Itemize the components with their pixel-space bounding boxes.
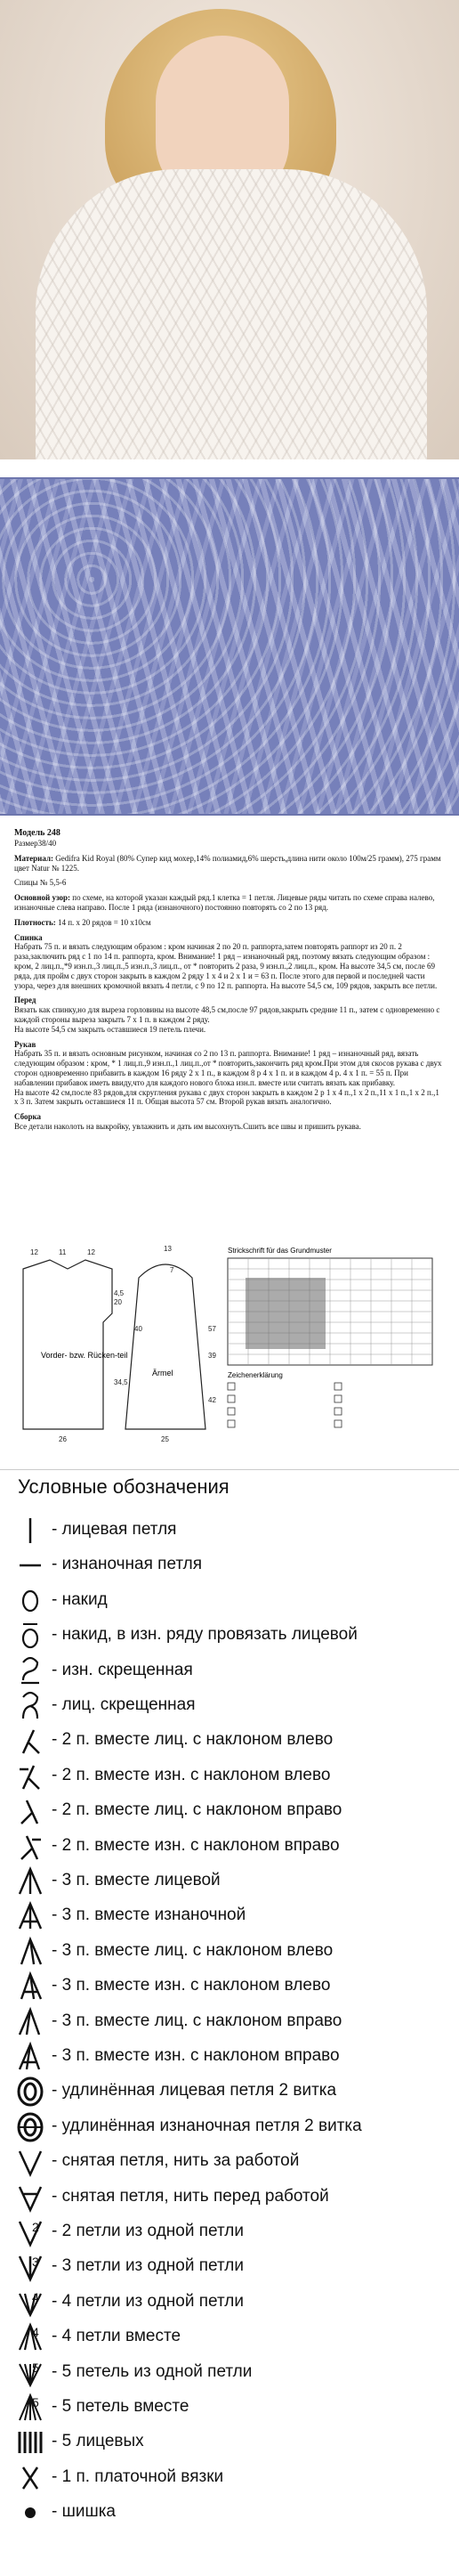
- legend-row: [0, 1585, 459, 1617]
- p3tog-left-icon: [12, 1971, 48, 2003]
- dim-8: 7: [170, 1266, 174, 1274]
- legend-label: - 2 петли из одной петли: [52, 2222, 244, 2240]
- legend-label: - удлинённая лицевая петля 2 витка: [52, 2081, 337, 2101]
- legend-label: - 2 п. вместе лиц. с наклоном влево: [52, 1730, 334, 1750]
- legend-label: - 1 п. платочной вязки: [52, 2466, 224, 2486]
- four-together-icon: [12, 2321, 48, 2353]
- dim-6: 34,5: [114, 1378, 128, 1386]
- knit-stitch-icon: [12, 1515, 48, 1547]
- dim-3: 12: [87, 1248, 95, 1256]
- sleeve-paragraph-2: На высоте 42 см,после 83 рядов,для скругления рукава с двух сторон закрыть в каждом 2 р 1 x 4 п.,1 x 2 п.,11 x 1 п.,1 x 2 п.,1 x 3 п. Затем закрыть оставшиеся 11 п. Общая высота 57 см. Второй рукав вязать аналогично.: [14, 1087, 439, 1107]
- legend-row: [0, 1549, 459, 1581]
- legend-caption: Zeichenerklärung: [228, 1371, 283, 1379]
- k2tog-right-icon: [12, 1795, 48, 1827]
- legend-label: - 4 петли из одной петли: [52, 2291, 244, 2311]
- legend-label: - 3 п. вместе изнаночной: [52, 1906, 246, 1925]
- slip-back-icon: [12, 2146, 48, 2178]
- legend-row: [0, 2182, 459, 2214]
- dim-12: 57: [208, 1325, 216, 1333]
- dim-2: 11: [59, 1248, 67, 1256]
- purl-twisted-icon: [12, 1655, 48, 1687]
- legend-row: [0, 2357, 459, 2389]
- p3tog-right-icon: [12, 2041, 48, 2073]
- k3tog-right-icon: [12, 2006, 48, 2038]
- legend-row: [0, 1795, 459, 1827]
- stitch-count-number: 5: [32, 2360, 39, 2375]
- front-paragraph-2: На высоте 54,5 см закрыть оставшиеся 19 петель плечи.: [14, 1024, 206, 1034]
- assembly-title: Сборка: [14, 1112, 42, 1122]
- dim-4: 4,5: [114, 1289, 125, 1297]
- dim-5: 20: [114, 1298, 122, 1306]
- two-from-one-icon: [12, 2216, 48, 2248]
- legend-label: - снятая петля, нить за работой: [52, 2151, 300, 2171]
- legend-row: [0, 2216, 459, 2248]
- elongated-knit-icon: [12, 2076, 48, 2108]
- schema-drawing: [14, 1242, 445, 1456]
- four-from-one-icon: [12, 2287, 48, 2319]
- legend-label: - 3 п. вместе изн. с наклоном вправо: [52, 2046, 340, 2065]
- legend-row: [0, 1900, 459, 1932]
- three-from-one-icon: [12, 2251, 48, 2283]
- dim-13: 25: [161, 1435, 169, 1443]
- garter-icon: [12, 2462, 48, 2494]
- needles-paragraph: Спицы № 5,5-6: [14, 878, 67, 888]
- back-paragraph: Набрать 75 п. и вязать следующим образом : кром начиная 2 по 20 п. раппорта,затем повторять раппорт из 20 п. 2 раза,заключить ряд с 1 по 14 п. раппорта, кром. Внимание! 1 ряд – изнаночный ряд, поэтому вязать следующим образом : кром, 2 лиц.п.,*9 изн.п.,3 лиц.п.,5 изн.п.,3 лиц.п., от * повторить 2 раза, 9 изн.п.,2 лиц.п., кром. На высоте 34,5 см, после 69 ряда, для пройм с двух сторон закрыть в каждом 2 ряду 1 x 4 и 2 x 1 и = 63 п. После этого для первой и последней части узора, через для внешних кромочной вязать 4 петли, с 9 по 12 п. раппорта. На высоте 54,5 см, 109 рядов, закрыть все петли.: [14, 942, 438, 990]
- bobble-icon: [12, 2497, 48, 2529]
- k3tog-left-icon: [12, 1936, 48, 1968]
- legend-label: - 5 лицевых: [52, 2432, 144, 2451]
- legend-row: [0, 2076, 459, 2108]
- legend-row: [0, 2251, 459, 2283]
- legend-row: [0, 1620, 459, 1652]
- legend-label: - шишка: [52, 2502, 117, 2522]
- purl-stitch-icon: [12, 1549, 48, 1581]
- legend-row: [0, 2321, 459, 2353]
- legend-row: [0, 2497, 459, 2529]
- legend-label: - 2 п. вместе изн. с наклоном влево: [52, 1765, 331, 1784]
- chart-caption: Strickschrift für das Grundmuster: [228, 1247, 332, 1255]
- legend-row: [0, 1690, 459, 1722]
- dim-14: 13: [164, 1245, 172, 1253]
- stitch-count-number: 5: [32, 2395, 39, 2409]
- stitch-count-number: 4: [32, 2289, 39, 2304]
- front-title: Перед: [14, 995, 36, 1005]
- dim-7: 26: [59, 1435, 67, 1443]
- legend-row: [0, 1655, 459, 1687]
- sleeve-paragraph: Набрать 35 п. и вязать основным рисунком, начиная со 2 по 13 п. раппорта. Внимание! 1 ряд – изнаночный ряд, вязать следующим образом : кром, * 1 лиц.п.,9 изн.п.,1 лиц.п.,от * повторить,закончить ряд кром.При этом для скосов рукава с двух сторон одновременно прибавить в каждом 16 ряду 2 x 1 п., в каждом 8 р 4 x 1 п. и в каждом 4 р. 4 x 1 п. = 55 п. При набавлении прибавок иметь ввиду,что для каждого нового блока изн.п. вместе или считать вязать как прибавку.: [14, 1049, 442, 1087]
- elongated-purl-icon: [12, 2111, 48, 2143]
- legend-label: - изн. скрещенная: [52, 1660, 193, 1679]
- dim-10: 39: [208, 1352, 216, 1360]
- legend-label: - лицевая петля: [52, 1520, 177, 1539]
- material-paragraph: Материал: Gedifra Kid Royal (80% Супер кид мохер,14% полиамид,6% шерсть,длина нити около 100м/25 грамм), 275 грамм цвет Natur № 1225.: [14, 853, 441, 873]
- legend-label: - 5 петель вместе: [52, 2397, 189, 2416]
- front-paragraph: Вязать как спинку,но для выреза горловины на высоте 48,5 см,после 97 рядов,закрыть средние 11 п., затем с одновременно с каждой стороны выреза закрыть 7 x 1 п. в каждом 2 ряду.: [14, 1005, 440, 1024]
- legend-row: [0, 2041, 459, 2073]
- legend-row: [0, 2146, 459, 2178]
- sleeve-title: Рукав: [14, 1039, 36, 1049]
- legend-title: Условные обозначения: [18, 1475, 230, 1498]
- k3tog-icon: [12, 1865, 48, 1897]
- schema-and-chart: [14, 1242, 445, 1456]
- density-paragraph: Плотность: 14 п. x 20 рядов = 10 x10см: [14, 917, 151, 927]
- stitch-count-number: 3: [32, 2255, 39, 2270]
- assembly-paragraph: Все детали наколоть на выкройку, увлажнить и дать им высохнуть.Сшить все швы и пришить рукава.: [14, 1121, 361, 1131]
- legend-label: - снятая петля, нить перед работой: [52, 2186, 329, 2206]
- legend-row: [0, 1865, 459, 1897]
- stitch-count-number: 4: [32, 2325, 39, 2340]
- legend-row: [0, 2426, 459, 2458]
- legend-label: - 2 п. вместе лиц. с наклоном вправо: [52, 1800, 342, 1820]
- legend-row: [0, 2287, 459, 2319]
- five-knit-icon: [12, 2426, 48, 2458]
- dim-1: 12: [30, 1248, 38, 1256]
- legend-label: - 3 п. вместе лиц. с наклоном вправо: [52, 2011, 342, 2030]
- legend-label: - изнаночная петля: [52, 1555, 203, 1574]
- p2tog-left-icon: [12, 1760, 48, 1792]
- legend-label: - накид: [52, 1589, 108, 1609]
- yarn-over-icon: [12, 1585, 48, 1617]
- p2tog-right-icon: [12, 1831, 48, 1863]
- knit-swatch-photo: [0, 477, 459, 816]
- legend-row: [0, 2111, 459, 2143]
- knit-twisted-icon: [12, 1690, 48, 1722]
- main-pattern-paragraph: Основной узор: по схеме, на которой указан каждый ряд.1 клетка = 1 петля. Лицевые ряды читать по схеме справа налево, изнаночные слева направо. После 1 ряда (изнаночного) постоянно повторять со 2 по 13 ряд.: [14, 893, 435, 912]
- legend-label: - удлинённая изнаночная петля 2 витка: [52, 2116, 362, 2135]
- legend-row: [0, 1760, 459, 1792]
- lace-sweater: [36, 169, 427, 459]
- slip-front-icon: [12, 2182, 48, 2214]
- legend-label: - 3 п. вместе лицевой: [52, 1871, 221, 1889]
- legend-row: [0, 2392, 459, 2424]
- legend-label: - 3 петли из одной петли: [52, 2256, 244, 2276]
- schema-front-label: Vorder- bzw. Rücken-teil: [41, 1351, 128, 1360]
- stitch-count-number: 2: [32, 2220, 39, 2234]
- legend-label: - 2 п. вместе изн. с наклоном вправо: [52, 1835, 340, 1855]
- legend-row: [0, 1831, 459, 1863]
- legend-row: [0, 2462, 459, 2494]
- legend-row: [0, 1971, 459, 2003]
- dim-11: 42: [208, 1396, 216, 1404]
- legend-label: - 3 п. вместе изн. с наклоном влево: [52, 1976, 331, 1995]
- sweater-photo: [0, 0, 459, 459]
- legend-row: [0, 1515, 459, 1547]
- legend-label: - 5 петель из одной петли: [52, 2361, 253, 2381]
- five-together-icon: [12, 2392, 48, 2424]
- model-number: Модель 248: [14, 828, 60, 838]
- five-from-one-icon: [12, 2357, 48, 2389]
- legend-label: - 4 петли вместе: [52, 2327, 181, 2346]
- legend-row: [0, 1936, 459, 1968]
- legend-row: [0, 2006, 459, 2038]
- p3tog-icon: [12, 1900, 48, 1932]
- legend-row: [0, 1725, 459, 1757]
- yarn-over-knit-icon: [12, 1620, 48, 1652]
- model-size: Размер38/40: [14, 839, 57, 848]
- k2tog-left-icon: [12, 1725, 48, 1757]
- schema-sleeve-label: Ärmel: [152, 1369, 173, 1377]
- dim-9: 40: [134, 1325, 142, 1333]
- back-title: Спинка: [14, 932, 43, 942]
- legend-label: - лиц. скрещенная: [52, 1695, 196, 1714]
- legend-label: - 3 п. вместе лиц. с наклоном влево: [52, 1940, 334, 1960]
- legend-label: - накид, в изн. ряду провязать лицевой: [52, 1625, 358, 1645]
- symbol-legend: [0, 1469, 459, 2576]
